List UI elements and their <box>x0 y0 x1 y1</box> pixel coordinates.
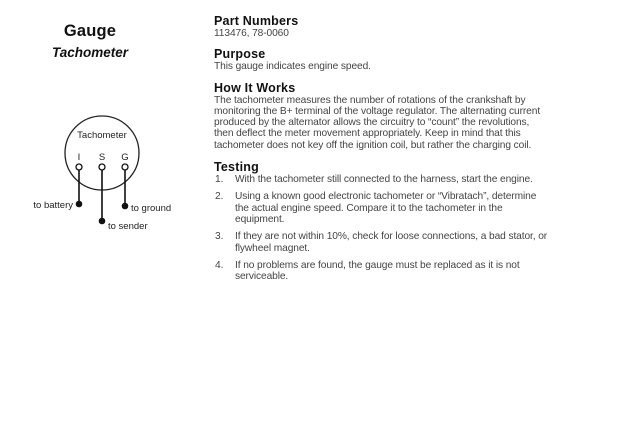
gauge-title: Gauge <box>63 22 117 40</box>
step-number: 1. <box>215 174 224 186</box>
how-it-works-line: produced by the alternator allows the circuitry to “count” the revolutions, <box>214 117 530 129</box>
testing-section <box>214 160 604 282</box>
step-number: 2. <box>215 191 224 203</box>
content-column <box>214 14 604 288</box>
step-line: equipment. <box>235 213 285 225</box>
terminal-s-label: S <box>98 152 106 163</box>
terminal-s-icon <box>99 164 105 170</box>
terminal-i-label: I <box>77 152 81 163</box>
step-text <box>235 260 604 283</box>
step-line: serviceable. <box>235 271 289 283</box>
wiring-diagram <box>0 0 205 260</box>
step-line: If they are not within 10%, check for loose connections, a bad stator, or <box>235 231 548 243</box>
step-line: If no problems are found, the gauge must be replaced as it is not <box>235 259 520 271</box>
step-line: Using a known good electronic tachometer or “Vibratach”, determine <box>235 191 537 203</box>
step-number: 3. <box>215 231 224 243</box>
ground-dot-icon <box>122 203 129 210</box>
to-sender-label: to sender <box>108 221 148 232</box>
to-ground-label: to ground <box>131 203 172 214</box>
step-line: flywheel magnet. <box>235 242 310 254</box>
part-numbers-heading: Part Numbers <box>214 14 299 28</box>
battery-dot-icon <box>76 201 83 208</box>
step-line: With the tachometer still connected to the harness, start the engine. <box>235 174 533 186</box>
purpose-heading: Purpose <box>214 47 266 62</box>
step-text <box>235 231 604 254</box>
purpose-section <box>214 47 604 72</box>
gauge-subtitle: Tachometer <box>51 45 129 60</box>
how-it-works-line: monitoring the B+ terminal of the voltage regulator. The alternating current <box>214 105 541 117</box>
terminal-g-label: G <box>121 152 129 163</box>
how-it-works-heading: How It Works <box>214 80 296 95</box>
step-text <box>235 191 604 225</box>
testing-step <box>214 191 604 225</box>
step-line: the actual engine speed. Compare it to the tachometer in the <box>235 202 503 214</box>
testing-step <box>214 174 604 185</box>
testing-heading: Testing <box>214 160 259 175</box>
how-it-works-section <box>214 81 604 151</box>
part-numbers-section <box>214 14 604 39</box>
step-number: 4. <box>215 259 224 271</box>
terminal-g-icon <box>122 164 128 170</box>
testing-step <box>214 231 604 254</box>
testing-steps <box>214 174 604 282</box>
sender-dot-icon <box>99 218 106 225</box>
how-it-works-line: tachometer does not key off the ignition coil, but rather the charging coil. <box>214 139 532 151</box>
how-it-works-line: The tachometer measures the number of rotations of the crankshaft by <box>214 94 526 106</box>
how-it-works-line: then deflect the meter movement appropriately. Keep in mind that this <box>214 128 521 140</box>
diagram-gauge-label: Tachometer <box>77 130 127 141</box>
terminal-i-icon <box>76 164 82 170</box>
step-text <box>235 174 604 185</box>
testing-step <box>214 260 604 283</box>
purpose-text: This gauge indicates engine speed. <box>214 61 371 73</box>
part-numbers-value: 113476, 78-0060 <box>214 28 289 39</box>
to-battery-label: to battery <box>33 200 73 211</box>
